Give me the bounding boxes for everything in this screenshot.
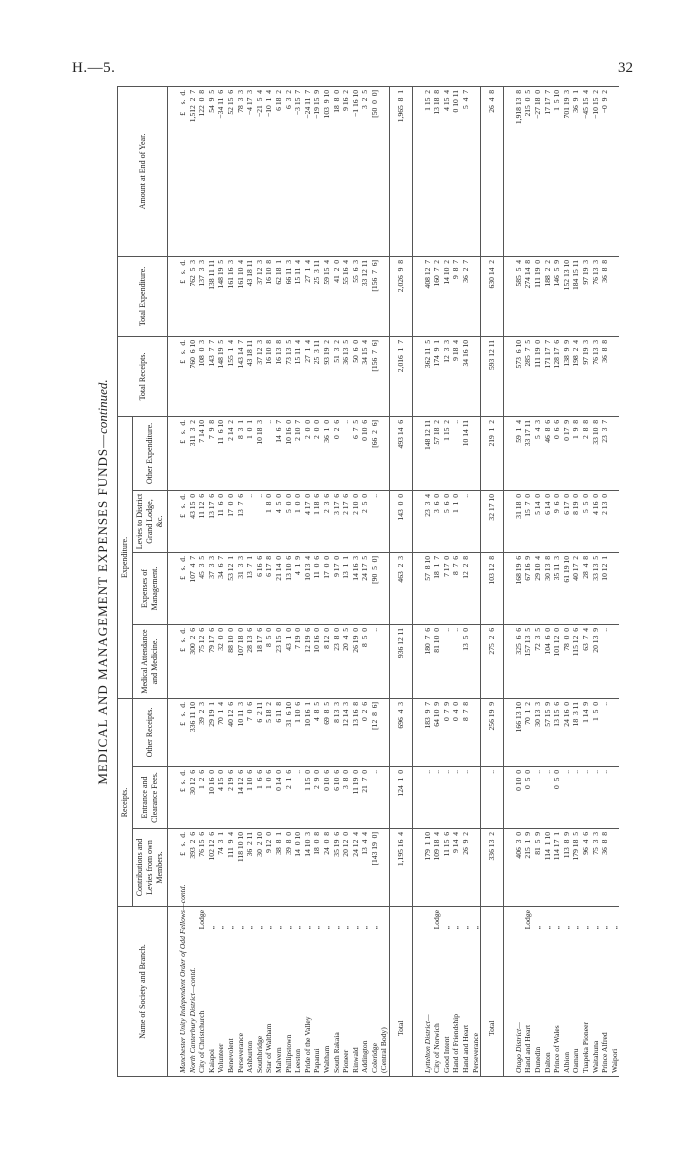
header-levies: Levies to District Grand Lodge, &c. [133,491,168,553]
header-other-expenditure: Other Expenditure. [133,416,168,490]
value-cell: 325 6 6 157 13 5 72 3 5 104 6 0 101 12 0 78 0 0 115 12 6 63 7 4 20 13 9 .. [503,625,619,699]
value-cell: £ s. d. 1,512 2 7 122 0 8 54 9 5 −34 11 6 52 15 6 78 3 3 −4 17 3 −21 5 4 −10 1 4 6 18 2 6 3 2 −3 15 7 −24 11 7 −19 15 9 103 9 10 18 8 0 9 16 2 −1 16 10 3 2 5 [50 0 0] [168,86,390,256]
value-cell: £ s. d. 762 5 3 137 3 3 138 11 11 148 19 5 161 16 3 161 10 4 43 18 11 37 12 3 16 10 8 62 18 1 66 11 3 15 11 4 27 1 4 25 3 11 59 15 4 41 2 0 55 16 4 55 6 3 33 12 11 [156 7 6] [168,256,390,336]
header-management: Expenses of Management. [133,553,168,625]
header-name: Name of Society and Branch. [118,907,168,1077]
value-cell: 362 11 5 174 9 1 12 3 3 9 18 4 34 16 10 [412,336,481,416]
branch-names: City of Norwich Good Intent Hand of Friendship Hand and Heart Perseverance [432,1013,480,1073]
value-cell: .. .. .. .. .. [412,767,481,829]
header-contributions: Contributions and Levies from own Members. [133,829,168,907]
value-cell: £ s. d. 336 11 10 39 2 3 29 19 1 70 1 4 40 12 6 10 11 3 7 0 6 6 2 11 5 18 2 6 11 8 31 6 10 1 10 6 10 16 1 4 8 5 69 8 5 8 13 3 12 14 3 13 16 8 0 2 6 [12 8 6] [168,699,390,767]
value-cell: 180 7 6 81 10 0 .. .. 13 5 0 [412,625,481,699]
value-cell: £ s. d. 300 2 6 75 12 6 79 17 6 32 0 0 88 10 0 107 18 0 28 13 6 18 17 6 8 5 0 23 15 0 43 1 0 7 19 0 12 19 6 10 16 0 8 12 0 23 8 0 20 4 5 26 19 0 8 5 0 .. [168,625,390,699]
branch-name-cell [503,907,619,1077]
header-total-receipts: Total Receipts. [118,336,168,416]
value-cell: 585 5 4 274 14 8 111 19 0 188 2 2 146 5 9 152 13 10 184 15 11 97 19 3 76 13 3 36 8 8 [503,256,619,336]
district-heading: Manchester Unity Independent Order of Odd Fellows—contd. North Canterbury District—contd. [178,884,197,1073]
value-cell: 23 3 4 3 6 0 5 6 0 1 1 0 .. [412,491,481,553]
total-label: Total [481,907,504,1077]
total-label: Total [390,907,413,1077]
total-value: 936 12 11 [390,625,413,699]
total-value: 256 19 9 [481,699,504,767]
group-row [168,86,390,1076]
value-cell: £ s. d. 311 3 2 7 14 10 7 9 8 11 6 10 2 14 2 8 3 1 1 0 1 10 18 3 .. 14 6 7 10 16 0 2 10 7 2 0 0 2 0 0 36 1 0 0 2 6 .. 6 7 5 0 10 6 [66 2 6] [168,416,390,490]
total-value: 630 14 2 [481,256,504,336]
branch-name-cell [412,907,481,1077]
header-amount-end: Amount at End of Year. [118,86,168,256]
district-heading: Lyttelton District— [422,1014,432,1073]
group-row [412,86,481,1076]
page-reference: H.—5. [72,60,116,76]
district-heading: Otago District— [513,1022,523,1073]
title-continued: continued. [95,379,110,434]
value-cell: 168 19 6 67 16 9 29 10 4 30 13 8 35 11 3 61 19 10 40 17 2 28 4 8 33 13 5 10 12 1 [503,553,619,625]
header-medical: Medical Attendance and Medicine. [133,625,168,699]
value-cell: £ s. d. 30 12 6 1 2 6 10 16 0 4 15 0 2 19 6 14 12 6 1 10 6 1 6 6 1 0 6 0 14 0 2 1 6 .. 1 15 0 2 9 0 0 10 6 6 10 6 3 8 0 11 19 0 21 7 0 .. [168,767,390,829]
value-cell: 166 13 10 70 1 2 30 13 3 57 15 9 13 15 6 24 16 0 18 3 11 1 14 9 1 5 0 .. [503,699,619,767]
total-value: 593 12 11 [481,336,504,416]
branch-name-cell [168,884,390,1077]
total-value: 2,016 1 7 [390,336,413,416]
value-cell: 1 15 2 13 18 8 4 15 4 0 10 11 5 4 7 [412,86,481,256]
lodge-label: Lodge „ „ „ „ „ „ „ „ „ „ „ „ „ „ „ „ „ „ [197,910,379,930]
rotated-table-frame [95,87,640,1077]
total-row [481,86,504,1076]
value-cell: 57 8 10 18 1 7 7 17 0 8 7 6 12 2 8 [412,553,481,625]
value-cell: 183 9 7 64 10 9 0 7 9 0 4 0 8 7 8 [412,699,481,767]
branch-names: City of Christchurch Kaiapoi Volunteer Benevolent Perseverance Ashburton Southbridge Star of Waltham Malvern Phillipstown Leeston Pride of the Valley Papanui Waltham South Rakaia Pioneer Rinwald Addington Coleridge (Central Body) [197,1010,389,1073]
lodge-label: Lodge „ „ „ „ [432,910,480,930]
total-value: 2,026 9 8 [390,256,413,336]
value-cell: 179 1 10 109 18 4 11 15 6 9 14 4 26 9 2 [412,829,481,907]
title-text: MEDICAL AND MANAGEMENT EXPENSES FUNDS— [95,433,110,785]
total-row [390,86,413,1076]
total-value: 493 14 6 [390,416,413,490]
total-value: 1,965 8 1 [390,86,413,256]
total-value: 696 4 3 [390,699,413,767]
total-value: 1,195 16 4 [390,829,413,907]
value-cell: £ s. d. 107 4 7 45 3 5 37 3 3 34 6 7 53 12 1 31 3 3 13 7 1 6 16 6 6 17 8 21 14 0 13 10 6 4 1 9 10 13 4 11 0 6 17 0 0 9 17 0 13 1 1 14 16 3 24 17 5 [90 5 0] [168,553,390,625]
value-cell: £ s. d. 760 6 10 108 0 3 143 7 7 148 19 5 155 1 4 143 14 7 43 18 11 37 12 3 16 10 8 16 13 8 73 13 5 15 11 4 27 1 4 25 3 11 93 19 2 51 3 2 36 13 5 50 6 0 34 15 4 [156 7 6] [168,336,390,416]
header-entrance: Entrance and Clearance Fees. [133,767,168,829]
header-expenditure: Expenditure. [118,416,133,698]
value-cell: 59 1 4 33 17 11 5 4 3 46 8 6 0 6 6 0 17 9 1 9 8 2 8 8 33 10 8 23 3 7 [503,416,619,490]
total-value: 219 1 2 [481,416,504,490]
header-receipts: Receipts. [118,699,133,907]
lodge-label: Lodge „ „ „ „ „ „ „ „ „ [523,910,619,930]
total-value: 103 12 8 [481,553,504,625]
total-value: 275 2 6 [481,625,504,699]
value-cell: 408 12 7 160 7 2 14 10 2 9 8 7 36 2 7 [412,256,481,336]
table-body [168,86,620,1076]
total-value: 336 13 2 [481,829,504,907]
total-value: 463 2 3 [390,553,413,625]
total-value: 124 1 0 [390,767,413,829]
value-cell: 148 12 11 57 18 2 1 15 2 .. 10 14 11 [412,416,481,490]
header-other-receipts: Other Receipts. [133,699,168,767]
total-value: 32 17 10 [481,491,504,553]
value-cell: 1,918 13 8 215 0 5 −27 18 0 17 17 7 1 5 10 701 19 3 36 9 1 −45 15 4 −10 15 2 −0 9 2 [503,86,619,256]
value-cell: 31 18 0 15 7 0 5 14 0 6 14 0 9 6 0 6 17 0 8 19 0 5 5 0 4 16 0 2 13 0 [503,491,619,553]
value-cell: £ s. d. 43 15 0 11 12 6 13 17 6 11 6 0 17 0 0 13 7 6 .. .. 1 8 0 4 5 0 5 0 0 1 0 0 4 17 0 1 18 6 2 3 6 3 17 6 2 17 6 2 10 0 2 5 0 .. [168,491,390,553]
branch-names: Hand and Heart Dunedin Dalton Prince of Wales Albion Oamaru Tuapeka Pioneer Waitahuna Prince Alfred Waipori [523,1022,619,1073]
value-cell: £ s. d. 393 2 6 76 15 6 102 12 6 74 3 1 111 9 4 118 10 10 36 2 11 30 2 10 9 12 0 38 8 1 39 8 0 14 0 10 14 10 3 18 0 8 24 0 8 35 19 6 20 12 0 24 12 4 13 4 4 [143 19 0] [168,829,390,907]
total-value: .. [481,767,504,829]
header-total-expenditure: Total Expenditure. [118,256,168,336]
funds-table [117,86,619,1077]
value-cell: 406 3 0 215 1 9 81 5 9 114 1 10 114 17 1 113 8 9 179 18 5 96 4 6 75 3 3 36 8 8 [503,829,619,907]
group-row [503,86,619,1076]
page-number: 32 [618,60,633,76]
table-title [95,87,111,1077]
value-cell: 0 10 0 0 5 0 .. .. 0 5 0 .. .. .. .. .. [503,767,619,829]
value-cell: 573 6 10 285 7 5 111 19 0 171 17 7 128 17 6 138 9 9 198 2 4 97 19 3 76 13 3 36 8 8 [503,336,619,416]
total-value: 143 0 0 [390,491,413,553]
total-value: 26 4 8 [481,86,504,256]
